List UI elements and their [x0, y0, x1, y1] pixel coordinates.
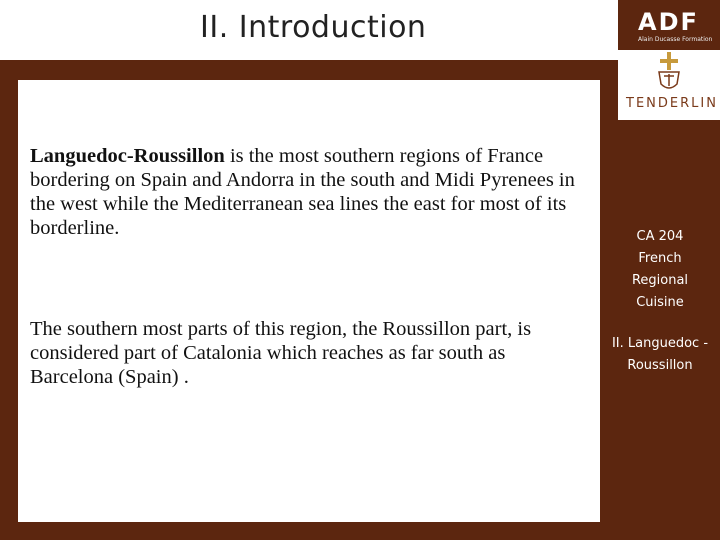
logo-panel — [618, 0, 720, 120]
paragraph-roussillon: The southern most parts of this region, the Roussillon part, is considered part of Catalonia which reaches as far south as Barcelona (Spain) . — [30, 318, 532, 388]
section-line: II. Languedoc - — [611, 336, 709, 351]
region-name: Languedoc-Roussillon — [30, 145, 225, 167]
slide-title: II. Introduction — [200, 10, 427, 45]
adf-logo-subtitle: Alain Ducasse Formation — [638, 36, 713, 43]
course-line: Cuisine — [636, 295, 684, 310]
header-bar — [0, 0, 720, 60]
course-label — [605, 226, 715, 314]
adf-logo — [618, 0, 720, 50]
plus-icon — [659, 50, 679, 72]
paragraph-intro-text: is the most southern regions of France bordering on Spain and Andorra in the south and Midi Pyrenees in the west while the Mediterranean sea lines the east for most of its borderline. — [30, 145, 575, 239]
crest-icon — [656, 70, 682, 92]
course-line: CA 204 — [636, 229, 684, 244]
paragraph-intro — [30, 144, 590, 240]
section-label — [605, 333, 715, 377]
adf-logo-text: ADF — [638, 8, 699, 36]
tenderlin-logo-text: TENDERLIN — [626, 96, 718, 111]
section-line: Roussillon — [627, 358, 693, 373]
course-line: Regional — [631, 273, 689, 288]
course-line: French — [638, 251, 682, 266]
content-panel — [18, 80, 600, 522]
